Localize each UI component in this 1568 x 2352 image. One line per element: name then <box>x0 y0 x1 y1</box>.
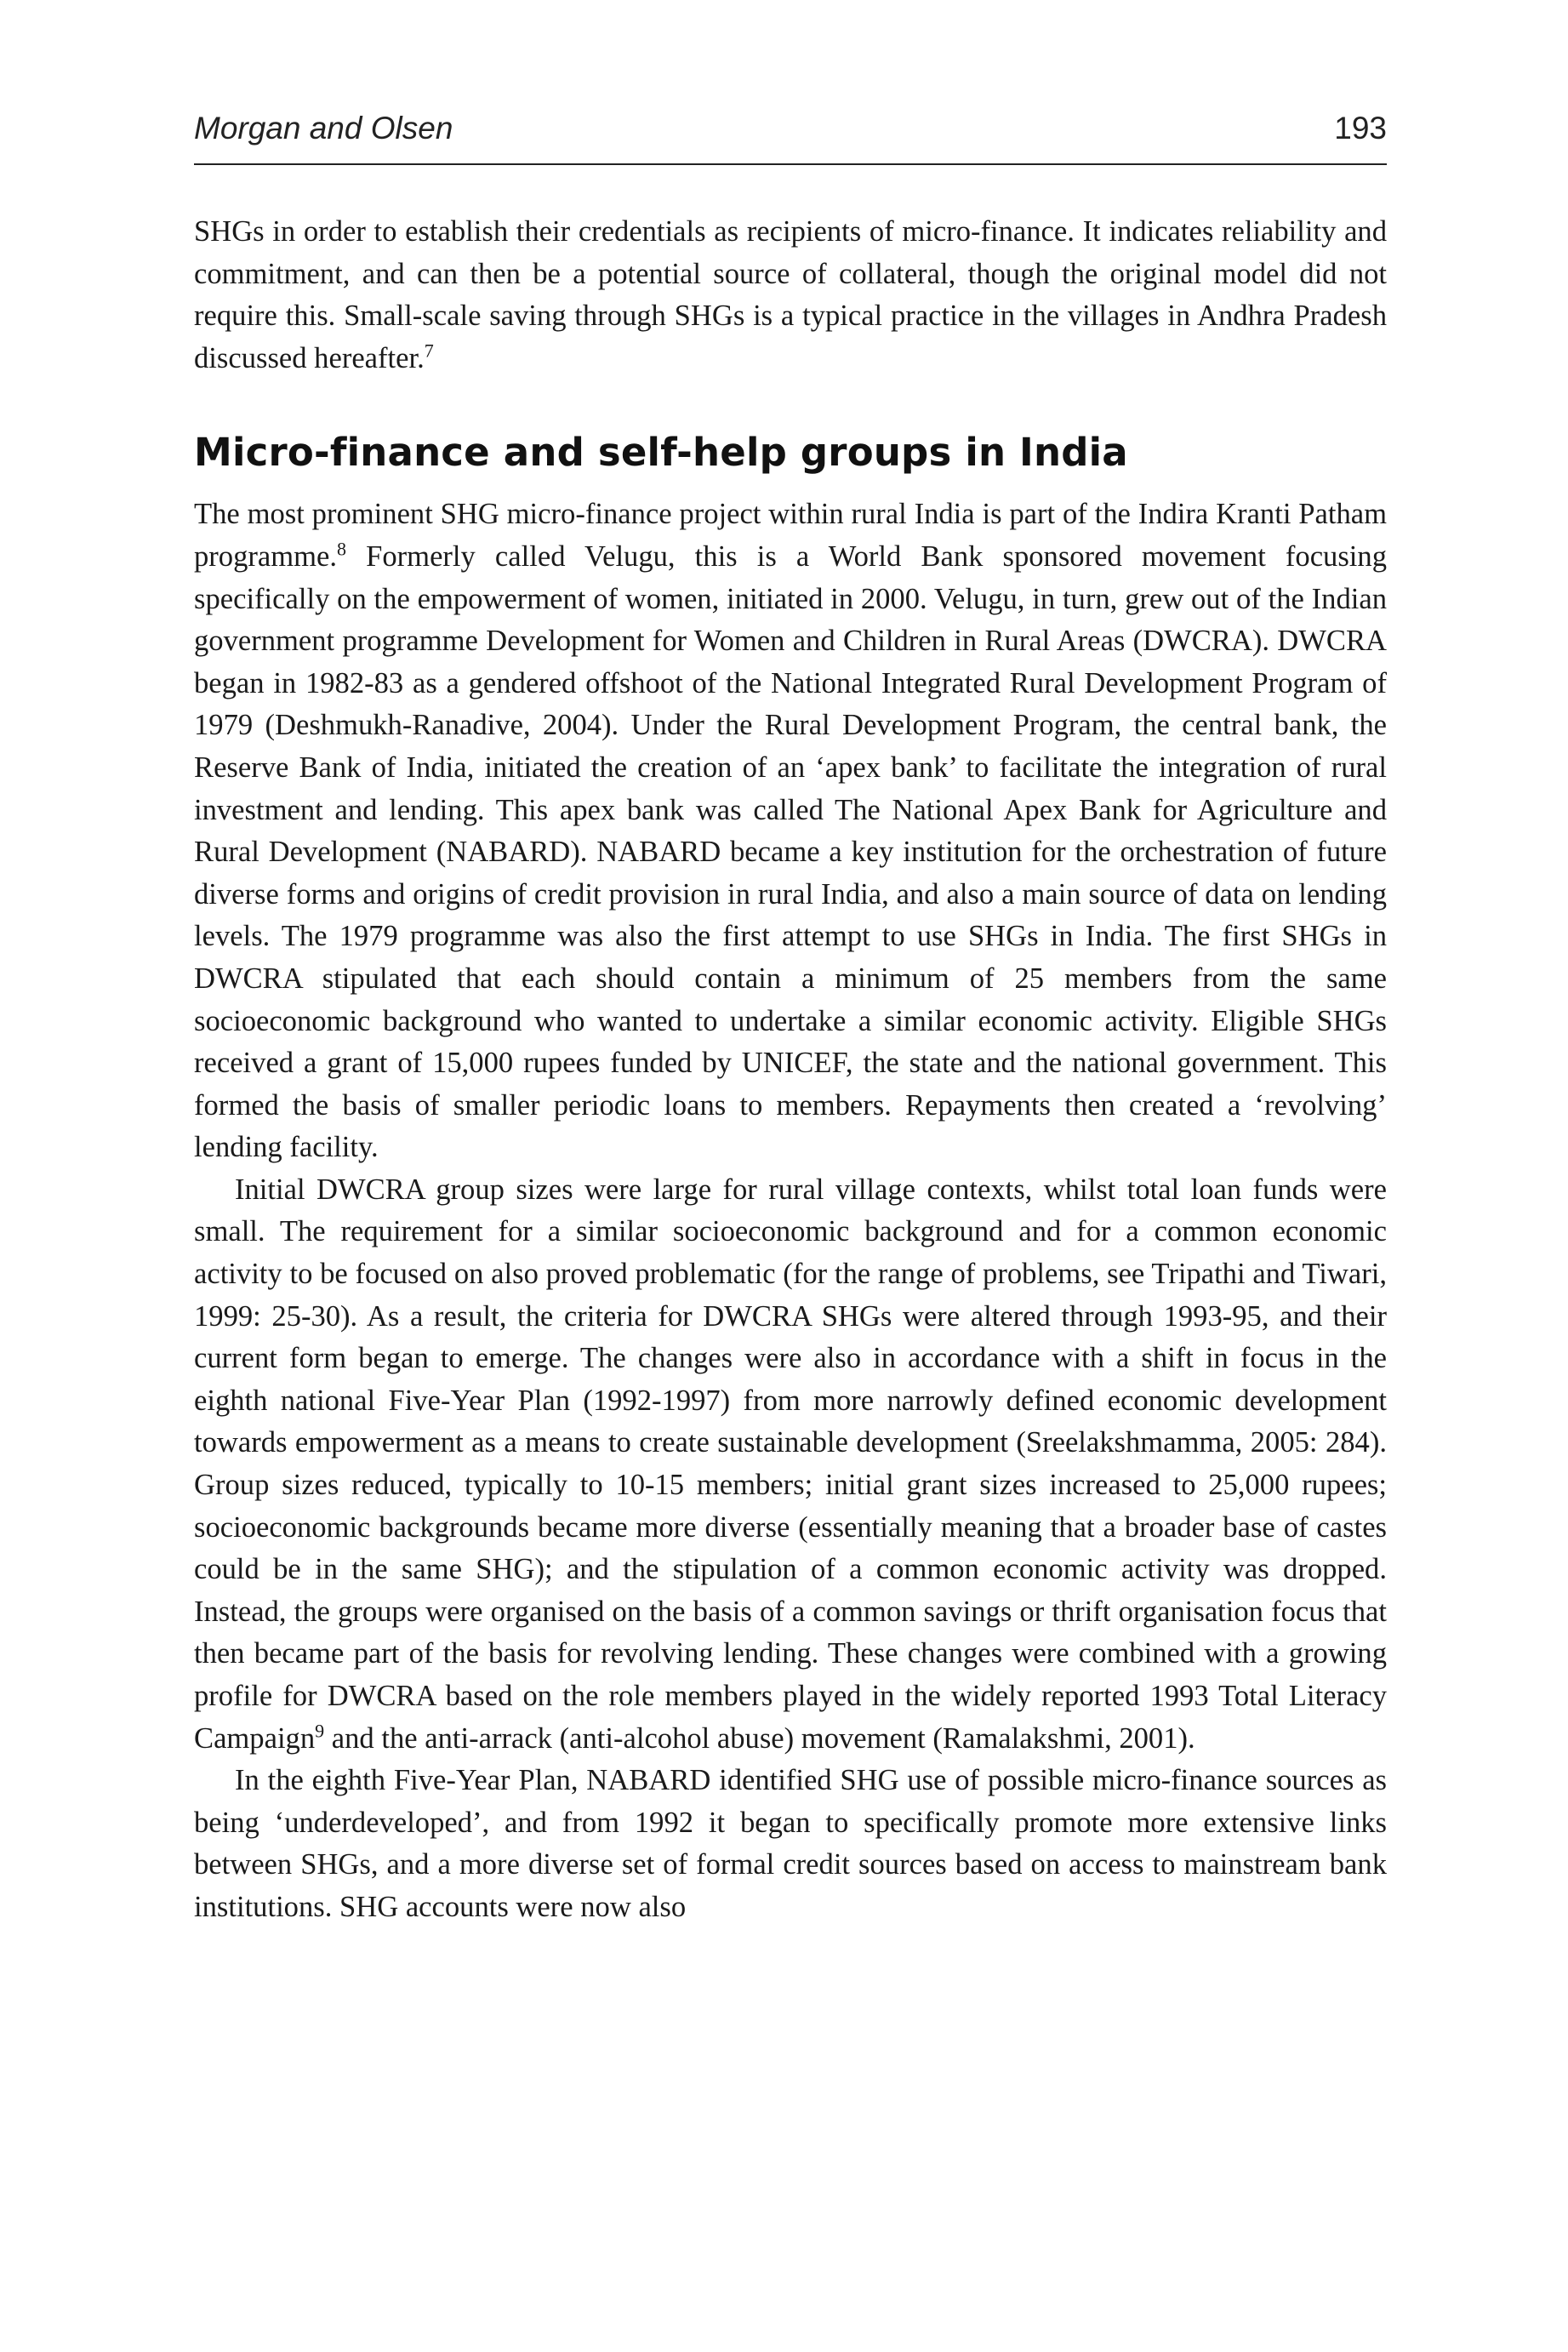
paragraph-3-text: In the eighth Five-Year Plan, NABARD identified SHG use of possible micro-finance sources as being ‘underdeveloped’, and from 1992 it began to specifically promote more extensive links between SHGs, and a more diverse set of formal credit sources based on access to mainstream bank institutions. SHG accounts were now also <box>194 1764 1387 1923</box>
intro-paragraph-text: SHGs in order to establish their credentials as recipients of micro-finance. It indicates reliability and commitment, and can then be a potential source of collateral, though the original model did not require this. Small-scale saving through SHGs is a typical practice in the villages in Andhra Pradesh discussed hereafter. <box>194 215 1387 374</box>
intro-paragraph <box>194 211 1387 380</box>
page-number: 193 <box>1334 111 1387 146</box>
paragraph-1 <box>194 494 1387 1169</box>
body-text <box>194 211 1387 1929</box>
paragraph-2-part2: and the anti-arrack (anti-alcohol abuse) movement (Ramalakshmi, 2001). <box>324 1721 1195 1755</box>
paragraph-3 <box>194 1760 1387 1928</box>
paragraph-1-part1: The most prominent SHG micro-finance project within rural India is part of the Indira Kranti Patham programme. <box>194 498 1387 573</box>
paragraph-2-part1: Initial DWCRA group sizes were large for rural village contexts, whilst total loan funds were small. The requirement for a similar socioeconomic background and for a common economic activity to be focused on also proved problematic (for the range of problems, see Tripathi and Tiwari, 1999: 25-30). As a result, the criteria for DWCRA SHGs were altered through 1993-95, and their current form began to emerge. The changes were also in accordance with a shift in focus in the eighth national Five-Year Plan (1992-1997) from more narrowly defined economic development towards empowerment as a means to create sustainable development (Sreelakshmamma, 2005: 284). Group sizes reduced, typically to 10-15 members; initial grant sizes increased to 25,000 rupees; socioeconomic backgrounds became more diverse (essentially meaning that a broader base of castes could be in the same SHG); and the stipulation of a common economic activity was dropped. Instead, the groups were organised on the basis of a common savings or thrift organisation focus that then became part of the basis for revolving lending. These changes were combined with a growing profile for DWCRA based on the role members played in the widely reported 1993 Total Literacy Campaign <box>194 1173 1387 1755</box>
footnote-ref-7: 7 <box>424 340 434 362</box>
paragraph-1-part2: Formerly called Velugu, this is a World Bank sponsored movement focusing specifically on the empowerment of women, initiated in 2000. Velugu, in turn, grew out of the Indian government programme Development for Women and Children in Rural Areas (DWCRA). DWCRA began in 1982-83 as a gendered offshoot of the National Integrated Rural Development Program of 1979 (Deshmukh-Ranadive, 2004). Under the Rural Development Program, the central bank, the Reserve Bank of India, initiated the creation of an ‘apex bank’ to facilitate the integration of rural investment and lending. This apex bank was called The National Apex Bank for Agriculture and Rural Development (NABARD). NABARD became a key institution for the orchestration of future diverse forms and origins of credit provision in rural India, and also a main source of data on lending levels. The 1979 programme was also the first attempt to use SHGs in India. The first SHGs in DWCRA stipulated that each should contain a minimum of 25 members from the same socioeconomic background who wanted to undertake a similar economic activity. Eligible SHGs received a grant of 15,000 rupees funded by UNICEF, the state and the national government. This formed the basis of smaller periodic loans to members. Repayments then created a ‘revolving’ lending facility. <box>194 539 1387 1164</box>
running-head <box>194 111 1387 165</box>
footnote-ref-8: 8 <box>337 538 347 560</box>
footnote-ref-9: 9 <box>315 1720 325 1742</box>
paragraph-2 <box>194 1169 1387 1760</box>
section-heading: Micro-finance and self-help groups in India <box>194 430 1128 476</box>
running-head-authors: Morgan and Olsen <box>194 111 453 146</box>
